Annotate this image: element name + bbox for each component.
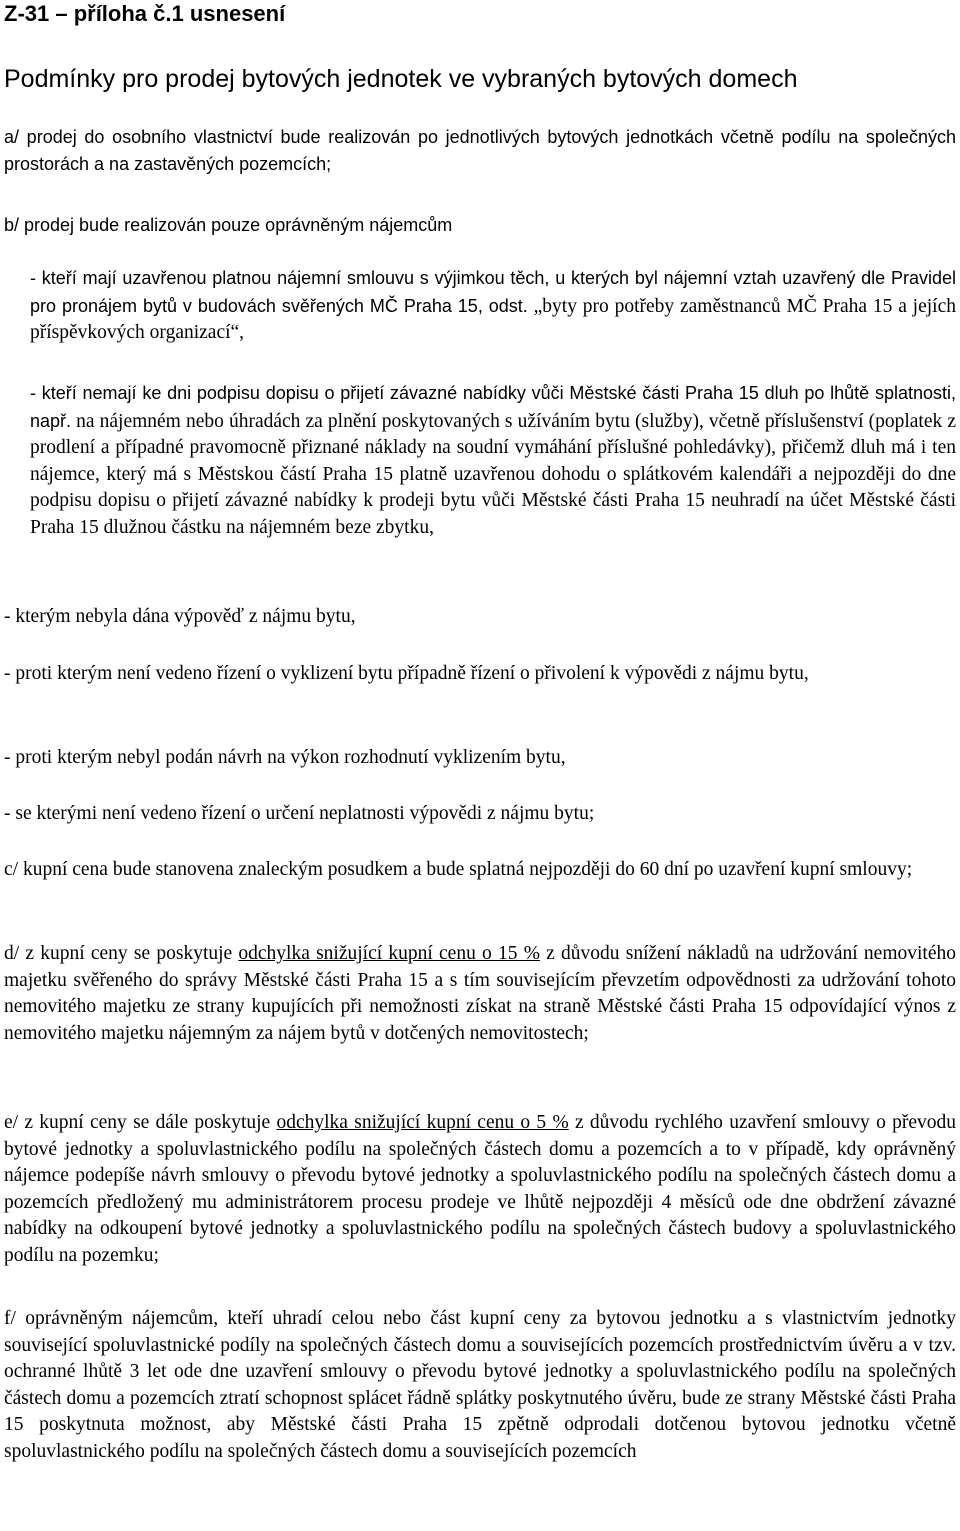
paragraph-e-discount: odchylka snižující kupní cenu o 5 % bbox=[276, 1112, 569, 1133]
paragraph-b-item-2-details: na nájemném nebo úhradách za plnění poskytovaných s užíváním bytu (služby), včetně příslušenství (poplatek z prodlení a případné pravomocně přiznané náklady na soudní vymáhání příslušné pohledávky), přičemž dluh má i ten nájemce, který má s Městskou částí Praha 15 platně uzavřenou dohodu o splátkovém kalendáři a nejpozději do dne podpisu dopisu o přijetí závazné nabídky k prodeji bytu vůči Městské části Praha 15 neuhradí na účet Městské části Praha 15 dlužnou částku na nájemném beze zbytku, bbox=[30, 410, 956, 538]
paragraph-e-reason: z důvodu rychlého uzavření smlouvy o převodu bytové jednotky a spoluvlastnického podílu na společných částech domu a pozemcích a to v případě, kdy oprávněný nájemce podepíše návrh smlouvy o převodu bytové jednotky a spoluvlastnického podílu na společných částech domu a pozemcích předložený mu administrátorem procesu prodeje ve lhůtě nejpozději 4 měsíců ode dne obdržení závazné nabídky na odkoupení bytové jednotky a spoluvlastnického podílu na společných částech budovy a spoluvlastnického podílu na pozemku; bbox=[4, 1112, 956, 1266]
paragraph-d-discount: odchylka snižující kupní cenu o 15 % bbox=[238, 943, 540, 964]
paragraph-b-item-5: - proti kterým nebyl podán návrh na výkon rozhodnutí vyklizením bytu, bbox=[4, 747, 566, 768]
paragraph-b-item-1-text: - kteří mají uzavřenou platnou nájemní smlouvu s výjimkou těch, u kterých byl nájemní vztah uzavřený dle Pravidel pro pronájem bytů v budovách svěřených MČ Praha 15, odst. bbox=[30, 268, 956, 316]
paragraph-e bbox=[4, 1110, 956, 1269]
paragraph-c: c/ kupní cena bude stanovena znaleckým posudkem a bude splatná nejpozději do 60 dní po uzavření kupní smlouvy; bbox=[4, 859, 913, 880]
paragraph-b: b/ prodej bude realizován pouze oprávněným nájemcům bbox=[4, 215, 453, 235]
paragraph-a: a/ prodej do osobního vlastnictví bude realizován po jednotlivých bytových jednotkách včetně podílu na společných prostorách a na zastavěných pozemcích; bbox=[4, 127, 956, 174]
paragraph-d bbox=[4, 941, 956, 1047]
paragraph-b-item-1-quote: „byty pro potřeby zaměstnanců MČ Praha 15 a jejích příspěvkových organizací“, bbox=[30, 295, 956, 343]
paragraph-b-item-4: - proti kterým není vedeno řízení o vyklizení bytu případně řízení o přivolení k výpovědi z nájmu bytu, bbox=[4, 663, 809, 684]
document-reference: Z-31 – příloha č.1 usnesení bbox=[4, 1, 286, 26]
paragraph-b-item-1 bbox=[30, 265, 956, 347]
paragraph-e-intro: e/ z kupní ceny se dále poskytuje bbox=[4, 1112, 277, 1133]
document-title: Podmínky pro prodej bytových jednotek ve vybraných bytových domech bbox=[4, 65, 798, 93]
paragraph-b-item-2 bbox=[30, 380, 956, 541]
paragraph-f: f/ oprávněným nájemcům, kteří uhradí celou nebo část kupní ceny za bytovou jednotku a s vlastnictvím jednotky související spoluvlastnické podíly na společných částech domu a souvisejících pozemcích prostřednictvím úvěru a v tzv. ochranné lhůtě 3 let ode dne uzavření smlouvy o převodu bytové jednotky a spoluvlastnického podílu na společných částech domu a pozemcích ztratí schopnost splácet řádně splátky poskytnutého úvěru, bude ze strany Městské části Praha 15 poskytnuta možnost, aby Městské části Praha 15 zpětně odprodali dotčenou bytovou jednotku včetně spoluvlastnického podílu na společných částech domu a souvisejících pozemcích bbox=[4, 1308, 956, 1462]
paragraph-d-reason: z důvodu snížení nákladů na udržování nemovitého majetku svěřeného do správy Městské části Praha 15 a s tím souvisejícím převzetím odpovědnosti za udržování tohoto nemovitého majetku ze strany kupujících při nemožnosti získat na straně Městské části Praha 15 odpovídající výnos z nemovitého majetku nájemným za nájem bytů v dotčených nemovitostech; bbox=[4, 943, 956, 1044]
paragraph-b-item-2-text: - kteří nemají ke dni podpisu dopisu o přijetí závazné nabídky vůči Městské části Praha 15 dluh po lhůtě splatnosti, např. bbox=[30, 383, 956, 431]
paragraph-b-item-3: - kterým nebyla dána výpověď z nájmu bytu, bbox=[4, 606, 356, 627]
paragraph-b-item-6: - se kterými není vedeno řízení o určení neplatnosti výpovědi z nájmu bytu; bbox=[4, 803, 595, 824]
paragraph-d-intro: d/ z kupní ceny se poskytuje bbox=[4, 943, 239, 964]
